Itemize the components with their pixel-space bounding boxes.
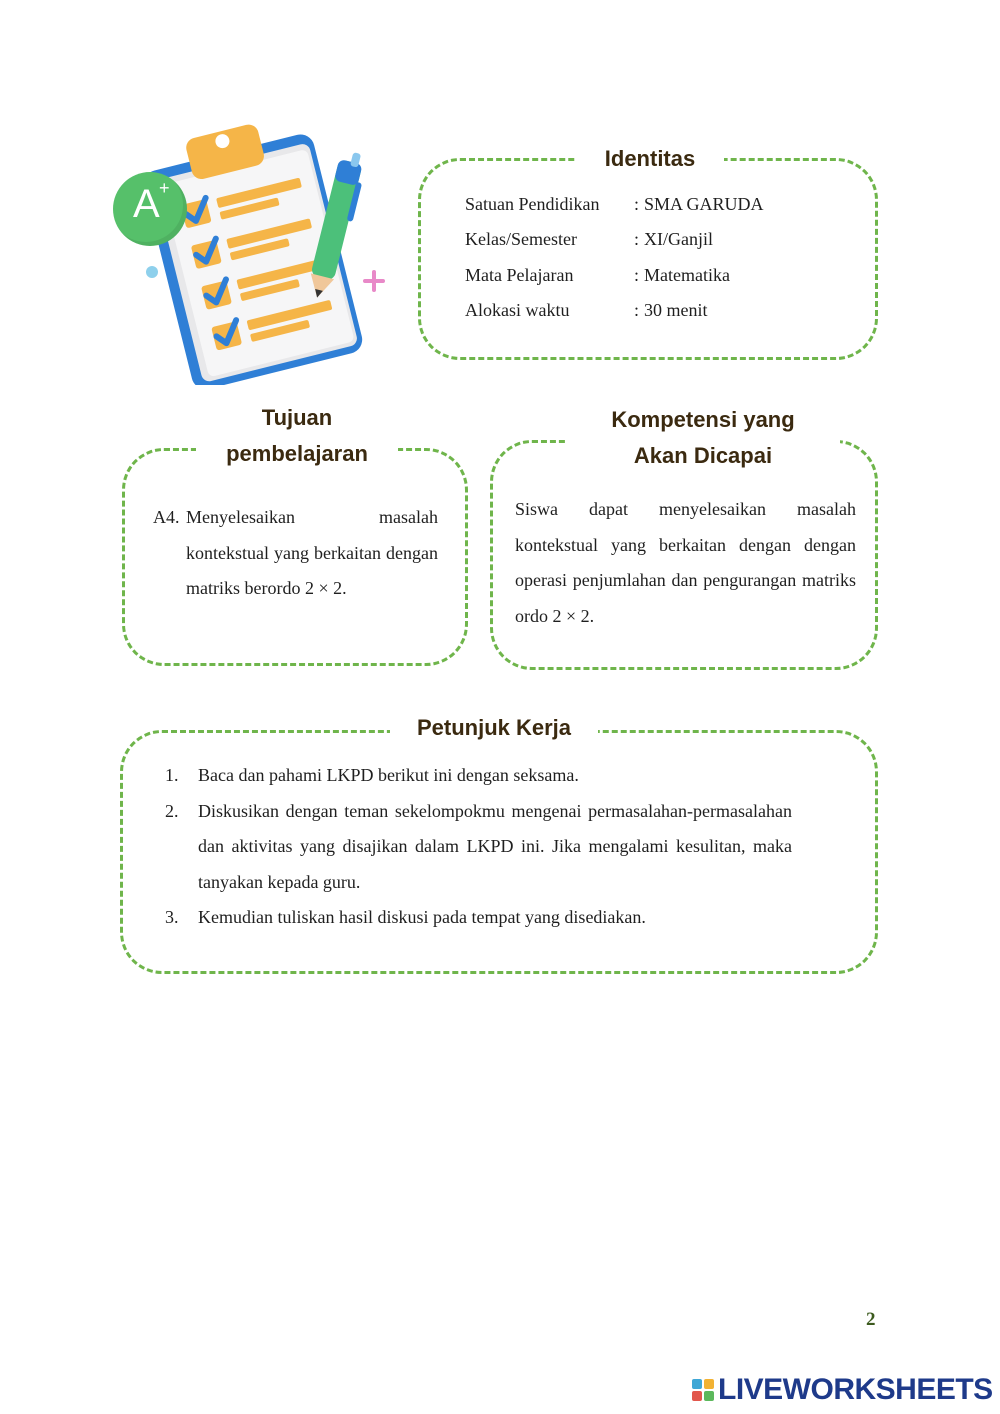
identitas-separator: : [634, 265, 640, 285]
identitas-value: 30 menit [644, 300, 708, 320]
identitas-separator: : [634, 229, 640, 249]
petunjuk-steps [165, 758, 792, 936]
step-number: 2. [165, 800, 179, 821]
step-text: Baca dan pahami LKPD berikut ini dengan seksama. [198, 765, 579, 785]
logo-tile [692, 1391, 702, 1401]
kompetensi-text: Siswa dapat menyelesaikan masalah kontekstual yang berkaitan dengan dengan operasi penjumlahan dan pengurangan matriks ordo 2 × 2. [515, 499, 856, 626]
tujuan-title-line1: Tujuan [261, 405, 333, 430]
step-text: Diskusikan dengan teman sekelompokmu mengenai permasalahan-permasalahan dan aktivitas yang disajikan dalam LKPD ini. Jika mengalami kesulitan, maka tanyakan kepada guru. [198, 800, 792, 892]
tujuan-code: A4. [153, 507, 180, 527]
list-item [165, 794, 792, 901]
list-item [165, 900, 792, 936]
clipboard-checklist-icon [110, 120, 390, 385]
step-text: Kemudian tuliskan hasil diskusi pada tempat yang disediakan. [198, 907, 646, 927]
identitas-value: XI/Ganjil [644, 229, 713, 249]
tujuan-title-line2: pembelajaran [226, 441, 368, 466]
brand-name: LIVEWORKSHEETS [718, 1373, 993, 1406]
identitas-label: Alokasi waktu [465, 300, 570, 320]
identitas-separator: : [634, 194, 640, 214]
logo-tile [704, 1379, 714, 1389]
identitas-label: Kelas/Semester [465, 229, 577, 249]
list-item [165, 758, 792, 794]
logo-tiles-icon [692, 1379, 714, 1401]
identitas-label: Mata Pelajaran [465, 265, 574, 285]
tujuan-title [196, 400, 398, 476]
step-number: 3. [165, 907, 179, 927]
tujuan-text: Menyelesaikan masalah kontekstual yang berkaitan dengan matriks berordo 2 × 2. [186, 507, 438, 598]
page-number: 2 [866, 1309, 876, 1330]
kompetensi-title-line1: Kompetensi yang [611, 407, 795, 432]
identitas-value: Matematika [644, 265, 730, 285]
petunjuk-title: Petunjuk Kerja [390, 710, 598, 746]
identitas-value: SMA GARUDA [644, 194, 764, 214]
identitas-label: Satuan Pendidikan [465, 194, 600, 214]
grade-plus: + [159, 178, 170, 198]
step-number: 1. [165, 765, 179, 785]
identitas-title: Identitas [576, 141, 724, 177]
grade-badge-icon [113, 172, 187, 246]
kompetensi-title-line2: Akan Dicapai [633, 443, 773, 468]
grade-letter: A [133, 182, 160, 226]
logo-tile [692, 1379, 702, 1389]
identitas-separator: : [634, 300, 640, 320]
liveworksheets-logo[interactable] [692, 1372, 993, 1408]
logo-tile [704, 1391, 714, 1401]
kompetensi-title [566, 402, 840, 478]
